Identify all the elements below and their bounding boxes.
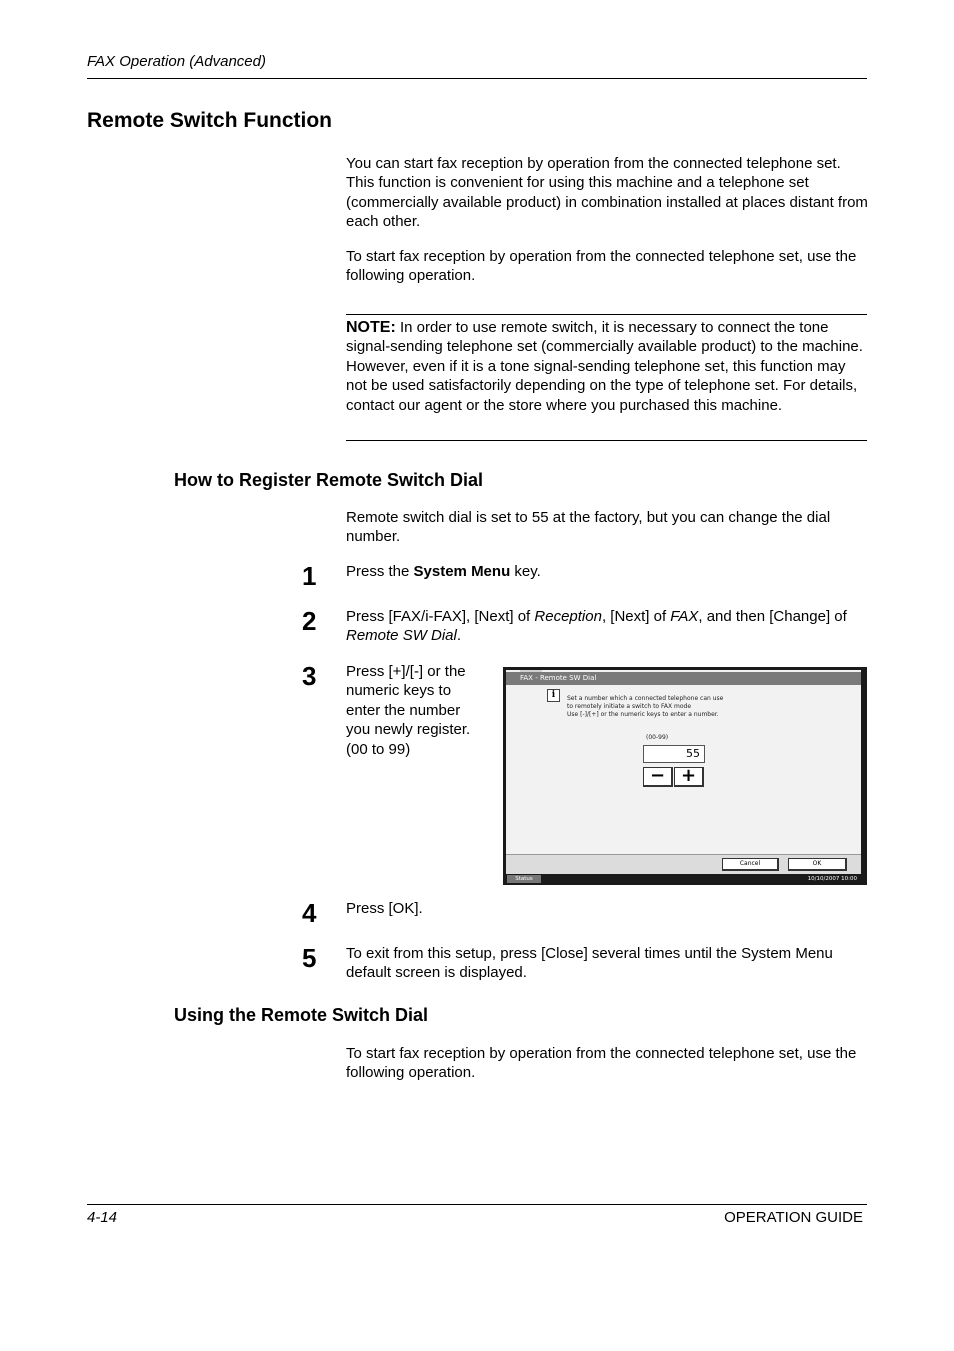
- page-title: Remote Switch Function: [87, 109, 333, 132]
- note-top-rule: [346, 314, 867, 315]
- minus-button[interactable]: −: [643, 767, 673, 787]
- ok-button[interactable]: OK: [788, 858, 847, 871]
- header-rule: [87, 78, 867, 79]
- status-button[interactable]: Status: [507, 875, 541, 883]
- page-number: 4-14: [87, 1209, 118, 1226]
- step-text-5: To exit from this setup, press [Close] several times until the System Menu default screen is displayed.: [346, 945, 833, 982]
- system-menu-key-label: System Menu: [413, 563, 511, 580]
- note-block: [346, 318, 868, 415]
- panel-title-bar: FAX - Remote SW Dial: [506, 672, 861, 685]
- step-number-4: 4: [302, 898, 317, 928]
- plus-button[interactable]: +: [674, 767, 704, 787]
- panel-screen: [506, 670, 861, 874]
- section-heading-using: Using the Remote Switch Dial: [174, 1005, 429, 1025]
- step-text-2: Press [FAX/i-FAX], [Next] of Reception, [Next] of FAX, and then [Change] of Remote SW Dial.: [346, 608, 847, 645]
- guide-name: OPERATION GUIDE: [724, 1209, 863, 1226]
- intro-paragraph-1: You can start fax reception by operation from the connected telephone set. This function is convenient for using this machine and a telephone set (commercially available product) in combination installed at places distant from each other.: [346, 155, 868, 231]
- intro-paragraph-2: To start fax reception by operation from the connected telephone set, use the following operation.: [346, 248, 857, 285]
- cancel-button[interactable]: Cancel: [722, 858, 779, 871]
- range-label: (00-99): [646, 734, 669, 741]
- step-text-4: Press [OK].: [346, 900, 423, 917]
- note-label: NOTE:: [346, 319, 396, 336]
- status-bar: [507, 875, 861, 883]
- note-text: In order to use remote switch, it is necessary to connect the tone signal-sending telephone set (commercially available product) to the machine. However, even if it is a tone signal-sending telephone set, this function may not be used satisfactorily depending on the type of telephone set. For details, contact our agent or the store where you purchased this machine.: [346, 319, 863, 414]
- step-number-5: 5: [302, 943, 317, 973]
- register-intro: Remote switch dial is set to 55 at the factory, but you can change the dial number.: [346, 509, 831, 546]
- status-clock: 10/10/2007 10:00: [807, 876, 857, 882]
- step-number-1: 1: [302, 561, 317, 591]
- info-icon: i: [547, 689, 560, 702]
- panel-button-bar: [506, 854, 861, 874]
- step-number-3: 3: [302, 661, 317, 691]
- dial-number-field[interactable]: 55: [643, 745, 705, 763]
- using-paragraph: To start fax reception by operation from the connected telephone set, use the following operation.: [346, 1045, 857, 1082]
- section-heading-register: How to Register Remote Switch Dial: [174, 470, 484, 490]
- note-bottom-rule: [346, 440, 867, 441]
- panel-message: Set a number which a connected telephone can use to remotely initiate a switch to FAX mode Use [-]/[+] or the numeric keys to enter a number.: [567, 695, 724, 718]
- footer-rule: [87, 1204, 867, 1205]
- step-number-2: 2: [302, 606, 317, 636]
- step-text-1: Press the System Menu key.: [346, 563, 541, 580]
- running-header: FAX Operation (Advanced): [87, 53, 266, 70]
- panel-screenshot: [503, 667, 867, 885]
- step-text-3: Press [+]/[-] or the numeric keys to enter the number you newly register. (00 to 99): [346, 663, 471, 758]
